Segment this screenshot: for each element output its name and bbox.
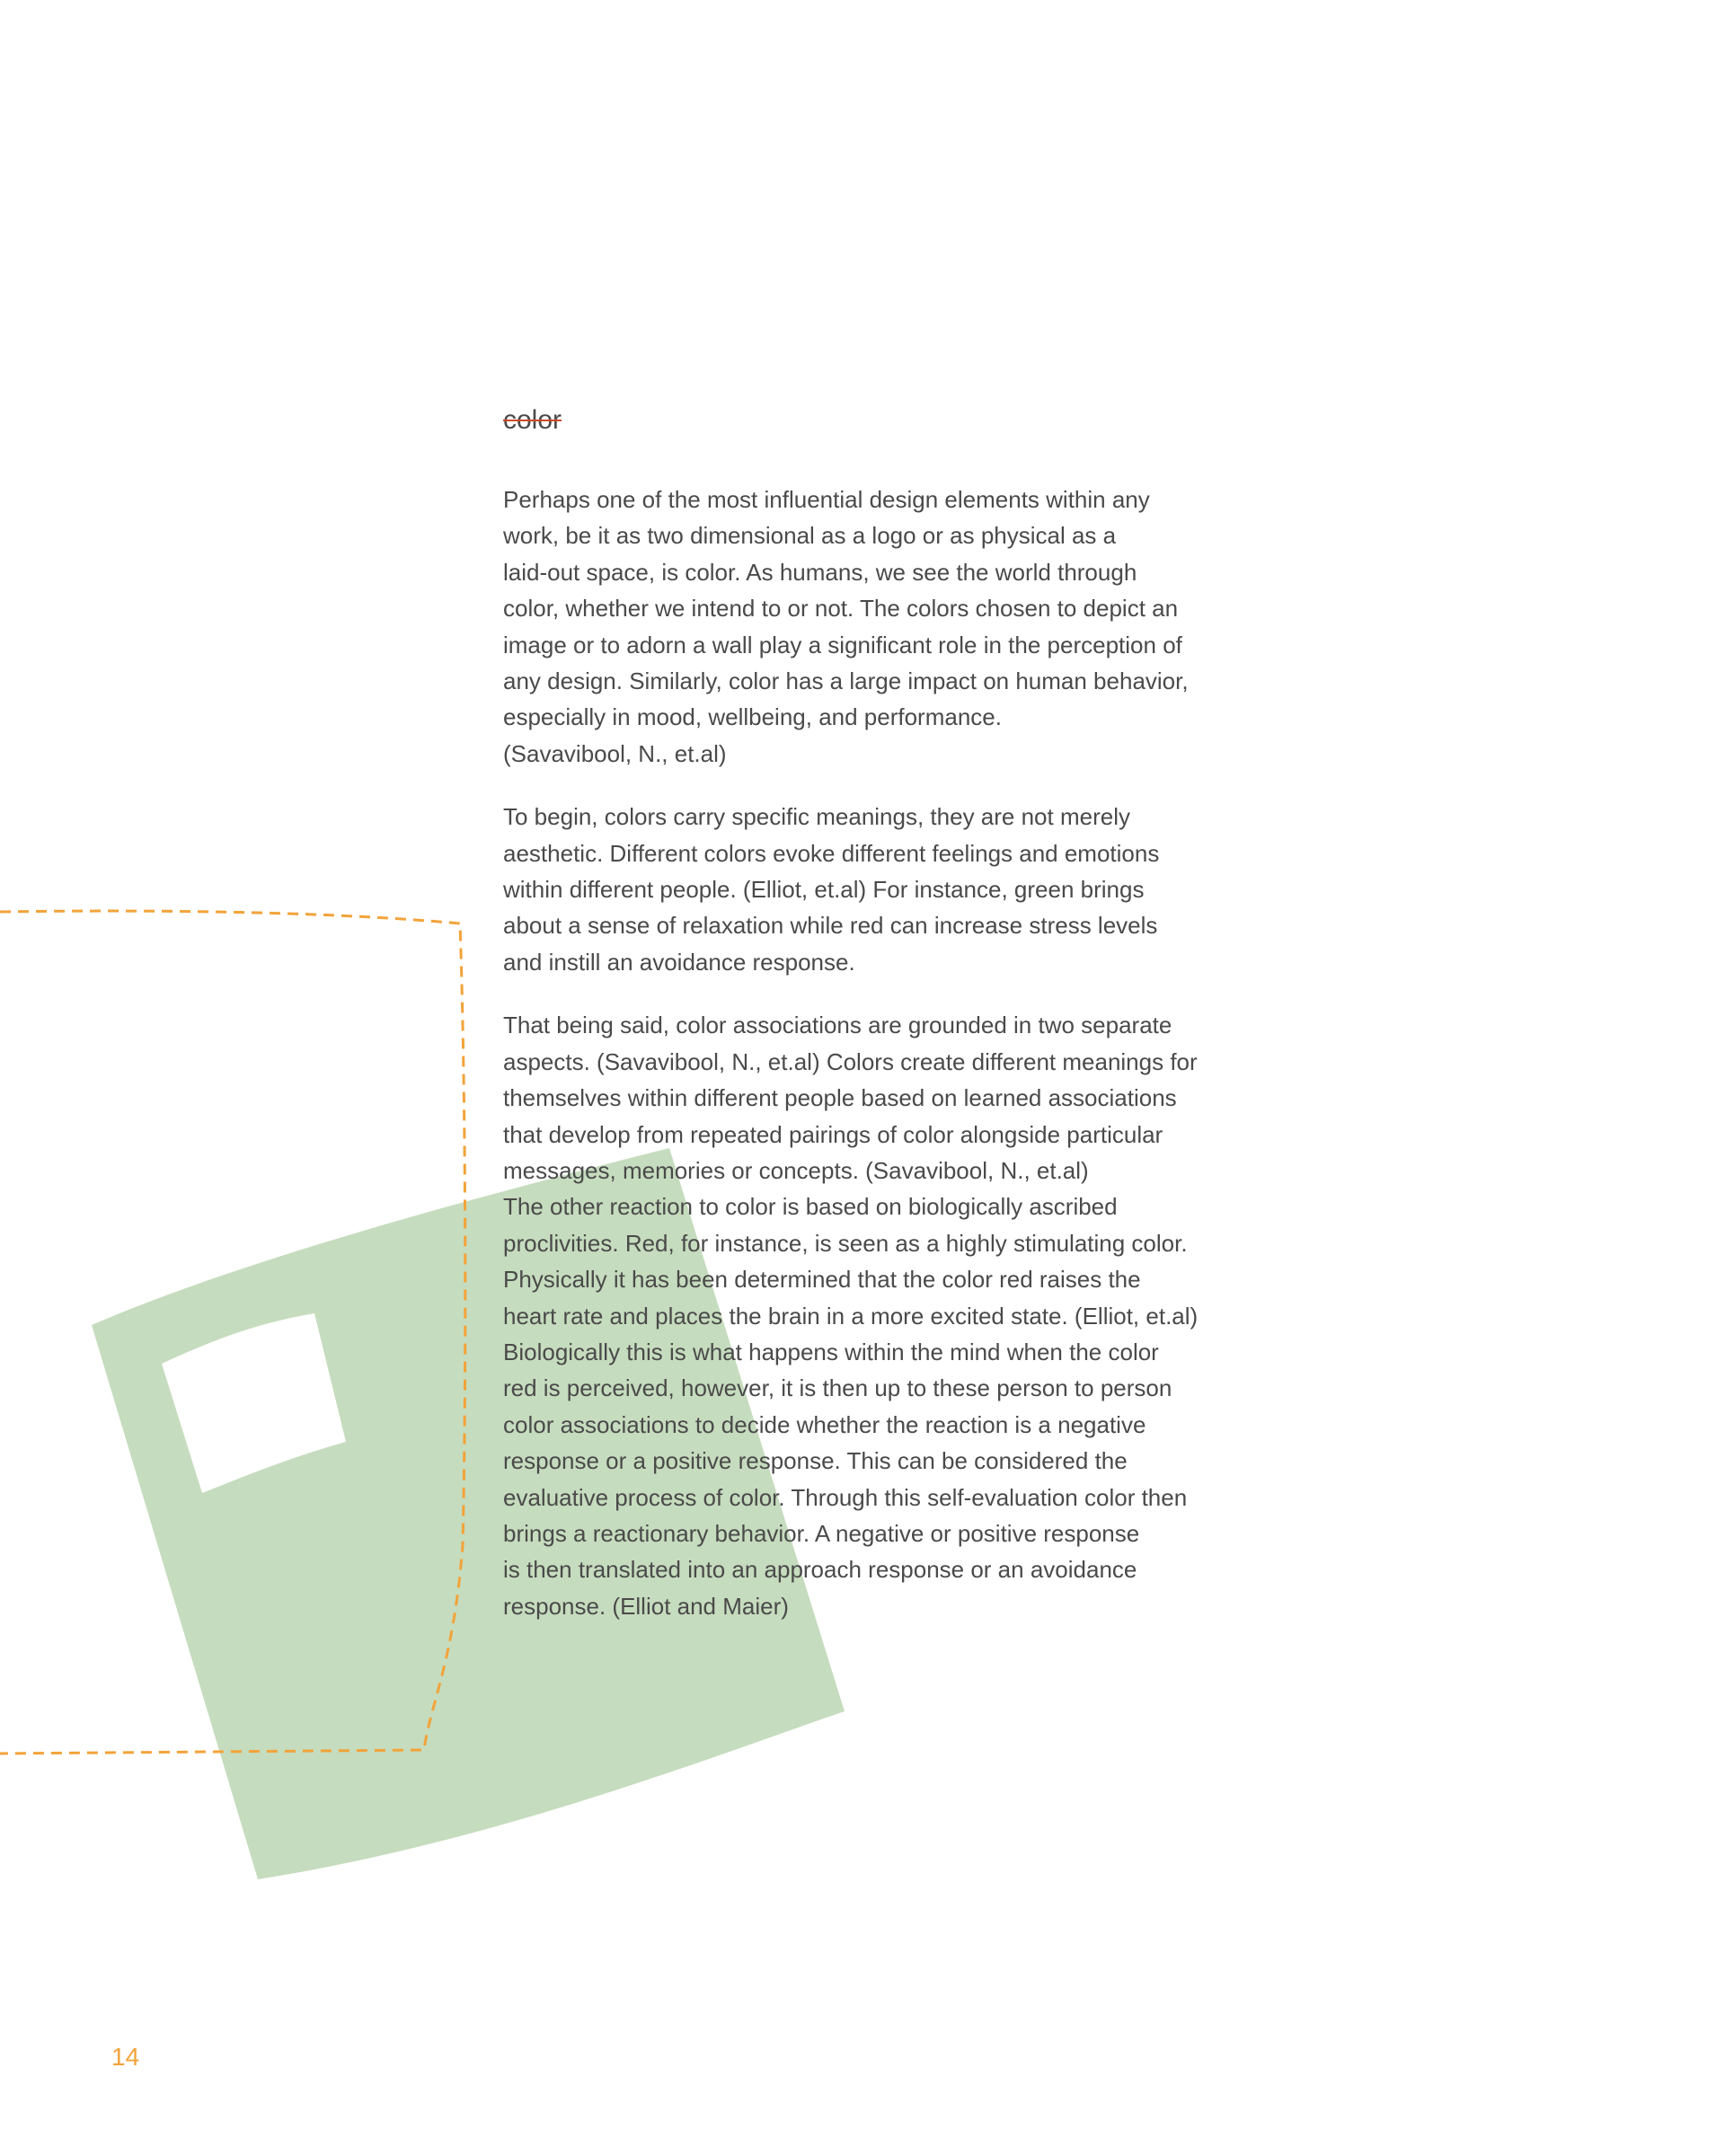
paragraph-associations: That being said, color associations are grounded in two separate aspects. (Savavibool, N., et.al) Colors create different meanings for themselves within different people based on learned associations that develop from repeated pairings of color alongside particular messages, memories or concepts. (Savavibool, N., et.al) The other reaction to color is based on biologically ascribed proclivities. Red, for instance, is seen as a highly stimulating color. Physically it has been determined that the color red raises the heart rate and places the brain in a more excited state. (Elliot, et.al) Biologically this is what happens within the mind when the color red is perceived, however, it is then up to these person to person color associations to decide whether the reaction is a negative response or a positive response. This can be considered the evaluative process of color. Through this self-evaluation color then brings a reactionary behavior. A negative or positive response is then translated into an approach response or an avoidance response. (Elliot and Maier): [503, 1012, 1199, 1620]
section-heading: color: [503, 405, 562, 435]
body-text: [503, 482, 1276, 1624]
paragraph-intro: Perhaps one of the most influential design elements within any work, be it as two dimensional as a logo or as physical as a laid-out space, is color. As humans, we see the world through color, whether we intend to or not. The colors chosen to depict an image or to adorn a wall play a significant role in the perception of any design. Similarly, color has a large impact on human behavior, especially in mood, wellbeing, and performance. (Savavibool, N., et.al): [503, 486, 1189, 767]
paragraph-meanings: To begin, colors carry specific meanings, they are not merely aesthetic. Different colors evoke different feelings and emotions within different people. (Elliot, et.al) For instance, green brings about a sense of relaxation while red can increase stress levels and instill an avoidance response.: [503, 803, 1160, 976]
page-number: 14: [111, 2043, 140, 2071]
